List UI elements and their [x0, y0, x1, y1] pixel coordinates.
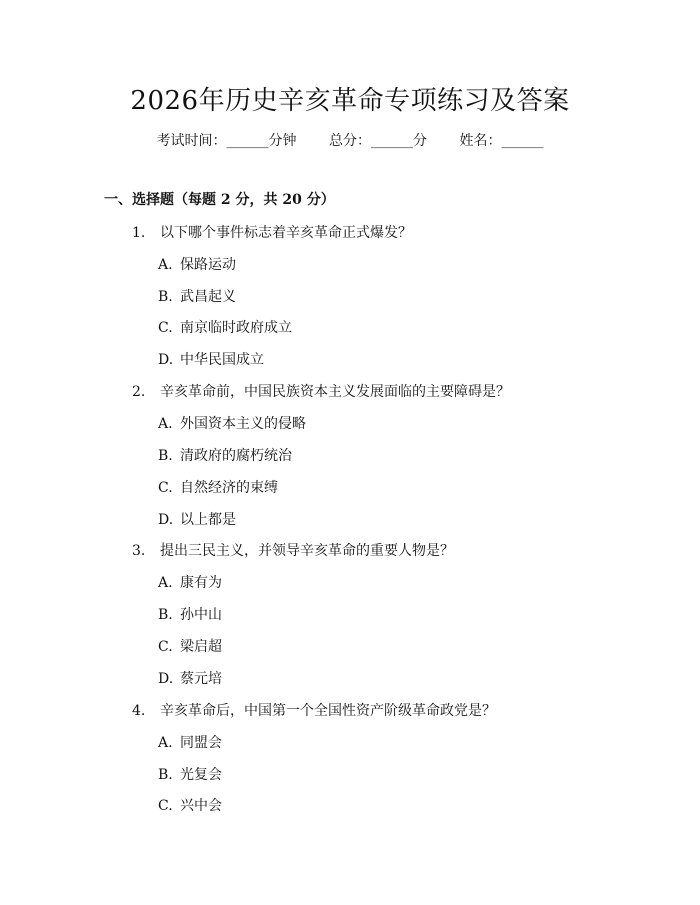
- question-3: [132, 541, 454, 561]
- option-letter: B.: [158, 448, 173, 464]
- option-letter: C.: [158, 480, 173, 496]
- question-text: 提出三民主义，并领导辛亥革命的重要人物是？: [160, 543, 454, 559]
- option-text: 南京临时政府成立: [180, 320, 292, 336]
- question-text: 辛亥革命后，中国第一个全国性资产阶级革命政党是？: [160, 703, 496, 719]
- question-number: 4.: [132, 703, 146, 719]
- option-text: 孙中山: [180, 607, 222, 623]
- option-text: 保路运动: [180, 257, 236, 273]
- option-3b: [158, 605, 222, 625]
- option-letter: A.: [158, 257, 173, 273]
- question-text: 辛亥革命前，中国民族资本主义发展面临的主要障碍是？: [160, 384, 510, 400]
- option-3c: [158, 637, 222, 657]
- option-text: 清政府的腐朽统治: [180, 448, 292, 464]
- option-4b: [158, 765, 222, 785]
- question-2: [132, 382, 510, 402]
- option-text: 中华民国成立: [180, 352, 264, 368]
- option-text: 梁启超: [180, 639, 222, 655]
- option-text: 以上都是: [180, 512, 236, 528]
- question-number: 3.: [132, 543, 146, 559]
- option-letter: C.: [158, 639, 173, 655]
- option-4c: [158, 796, 222, 816]
- option-letter: C.: [158, 320, 173, 336]
- option-text: 兴中会: [180, 798, 222, 814]
- option-2a: [158, 414, 306, 434]
- option-text: 自然经济的束缚: [180, 480, 278, 496]
- question-number: 1.: [132, 225, 146, 241]
- option-letter: B.: [158, 607, 173, 623]
- option-2d: [158, 510, 236, 530]
- option-text: 武昌起义: [180, 289, 236, 305]
- option-letter: A.: [158, 575, 173, 591]
- option-3d: [158, 669, 222, 689]
- option-1d: [158, 350, 264, 370]
- option-letter: D.: [158, 671, 174, 687]
- question-text: 以下哪个事件标志着辛亥革命正式爆发？: [160, 225, 412, 241]
- option-text: 外国资本主义的侵略: [180, 416, 306, 432]
- document-title: 2026年历史辛亥革命专项练习及答案: [130, 86, 570, 116]
- exam-time-field: 考试时间：______分钟: [156, 133, 297, 149]
- name-field: 姓名：______: [459, 133, 544, 149]
- section-title: 一、选择题（每题 2 分，共 20 分）: [104, 192, 335, 208]
- option-text: 光复会: [180, 767, 222, 783]
- question-number: 2.: [132, 384, 146, 400]
- option-letter: A.: [158, 735, 173, 751]
- option-letter: C.: [158, 798, 173, 814]
- option-text: 康有为: [180, 575, 222, 591]
- option-text: 蔡元培: [180, 671, 222, 687]
- option-1b: [158, 287, 236, 307]
- option-1a: [158, 255, 236, 275]
- option-letter: B.: [158, 289, 173, 305]
- option-letter: D.: [158, 352, 174, 368]
- option-letter: B.: [158, 767, 173, 783]
- option-2b: [158, 446, 292, 466]
- exam-meta: [0, 131, 700, 151]
- question-4: [132, 701, 496, 721]
- option-letter: A.: [158, 416, 173, 432]
- total-score-field: 总分：______分: [329, 133, 427, 149]
- option-1c: [158, 318, 292, 338]
- question-1: [132, 223, 412, 243]
- option-3a: [158, 573, 222, 593]
- option-2c: [158, 478, 278, 498]
- option-text: 同盟会: [180, 735, 222, 751]
- option-letter: D.: [158, 512, 174, 528]
- option-4a: [158, 733, 222, 753]
